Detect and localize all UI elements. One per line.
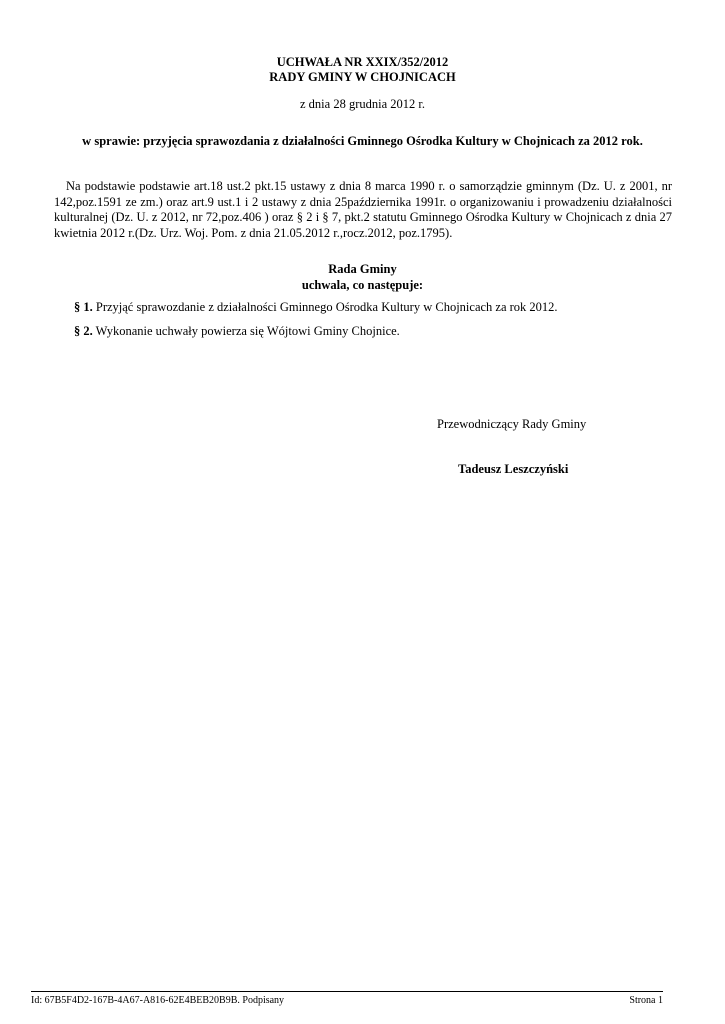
council-name: RADY GMINY W CHOJNICACH: [269, 70, 456, 84]
paragraph-2: [74, 324, 400, 339]
legal-basis-preamble: Na podstawie podstawie art.18 ust.2 pkt.15 ustawy z dnia 8 marca 1990 r. o samorządzie gminnym (Dz. U. z 2001, nr 142,poz.1591 ze zm.) oraz art.9 ust.1 i 2 ustawy z dnia 25października 1991r. o organizowaniu i prowadzeniu działalności kulturalnej (Dz. U. z 2012, nr 72,poz.406 ) oraz § 2 i § 7, pkt.2 statutu Gminnego Ośrodka Kultury w Chojnicach z dnia 27 kwietnia 2012 r.(Dz. Urz. Woj. Pom. z dnia 21.05.2012 r.,rocz.2012, poz.1795).: [54, 179, 672, 240]
paragraph-text: Przyjąć sprawozdanie z działalności Gminnego Ośrodka Kultury w Chojnicach za rok 2012.: [95, 300, 558, 314]
signatory-name: Tadeusz Leszczyński: [458, 462, 569, 476]
resolution-number: UCHWAŁA NR XXIX/352/2012: [276, 55, 449, 69]
council-heading: Rada Gminy: [328, 262, 397, 276]
paragraph-1: [74, 300, 558, 315]
page-number: Strona 1: [629, 995, 663, 1006]
paragraph-text: Wykonanie uchwały powierza się Wójtowi Gminy Chojnice.: [95, 324, 400, 338]
signatory-role: Przewodniczący Rady Gminy: [437, 417, 587, 431]
footer-divider: [31, 991, 663, 992]
paragraph-number: § 1.: [74, 300, 93, 314]
council-resolves: uchwala, co następuje:: [301, 278, 424, 292]
resolution-date: z dnia 28 grudnia 2012 r.: [300, 97, 425, 111]
paragraph-number: § 2.: [74, 324, 93, 338]
document-id: Id: 67B5F4D2-167B-4A67-A816-62E4BEB20B9B. Podpisany: [31, 995, 285, 1006]
resolution-subject: w sprawie: przyjęcia sprawozdania z działalności Gminnego Ośrodka Kultury w Chojnicach za 2012 rok.: [82, 134, 643, 148]
